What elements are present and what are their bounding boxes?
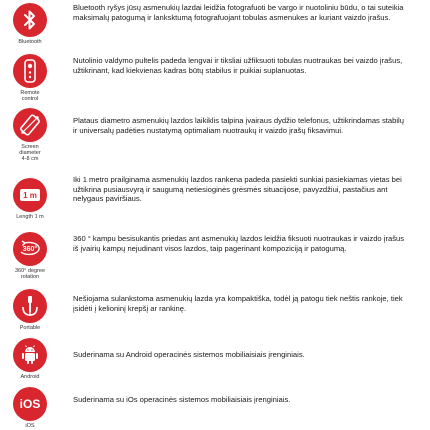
ios-icon: [13, 387, 47, 421]
feature-icon-column: [4, 108, 56, 162]
portable-icon: [13, 289, 47, 323]
feature-description: 360 ° kampu besisukantis priedas ant asmenukių lazdos leidžia fiksuoti nuotraukas ir vaizdo įrašus iš įvairių kampų nejudinant visos lazdos, taip pagerinant kompoziciją ir patogumą.: [73, 234, 405, 253]
feature-description: Suderinama su Android operacinės sistemos mobiliaisiais įrenginiais.: [73, 350, 305, 359]
feature-description: Bluetooth ryšys jūsų asmenukių lazdai leidžia fotografuoti be vargo ir nuotoliniu būdu, o tai suteikia maksimalų patogumą ir lanksktumą fotografuojant tobulas asmenukes ar kuriant vaizdo įrašus.: [73, 3, 404, 22]
feature-description: Nutolinio valdymo pultelis padeda lengvai ir tiksliai užfiksuoti tobulas nuotraukas bei vaizdo įrašus, užtikrinant, kad kiekvienas kadras būtų stabilus ir puikiai suplanuotas.: [73, 56, 403, 75]
feature-icon-column: [4, 178, 56, 220]
feature-description: Iki 1 metro prailginama asmenukių lazdos rankena padeda pasiekti sunkiai pasiekiamas vietas bei užtikrina pusiausvyrą ir saugumą netiesioginės grėsmės situacijose, pavyzdžiui, pastačius ant nelygaus paviršiaus.: [73, 175, 402, 204]
feature-icon-column: [4, 387, 56, 429]
feature-icon-column: [4, 3, 56, 45]
length-icon: [13, 178, 47, 212]
feature-icon-label: Length 1 m: [16, 214, 44, 220]
feature-icon-label: Remote control: [20, 90, 40, 102]
feature-icon-column: [4, 54, 56, 102]
feature-icon-label: Bluetooth: [18, 39, 42, 45]
feature-icon-column: [4, 289, 56, 331]
rotation-icon-text: 360°: [22, 245, 38, 253]
length-icon-text: 1 m: [23, 190, 37, 200]
feature-description: Plataus diametro asmenukių lazdos laikiklis talpina įvairaus dydžio telefonus, užtikrindamas stabilų ir universalų padėties nustatymą optimaliam nuotraukų ir vaizdo įrašų fiksavimui.: [73, 116, 404, 135]
ios-icon-text: iOS: [19, 397, 41, 411]
feature-icon-label: Android: [20, 374, 40, 380]
screen-diameter-icon: [13, 108, 47, 142]
feature-icon-column: [4, 338, 56, 380]
feature-description: Nešiojama sulankstoma asmenukių lazda yra kompaktiška, todėl ją patogu tiek neštis rankoje, tiek įsidėti į kelioninį krepšį ar rankinę.: [73, 294, 403, 313]
feature-icon-label: 360° degree rotation: [14, 268, 46, 280]
rotation-360-icon: [13, 232, 47, 266]
feature-icon-column: [4, 232, 56, 280]
remote-control-icon: [13, 54, 47, 88]
feature-icon-label: iOS: [25, 423, 35, 429]
feature-icon-label: Portable: [19, 325, 41, 331]
feature-description: Suderinama su iOs operacinės sistemos mobiliaisiais įrenginiais.: [73, 395, 291, 404]
bluetooth-icon: [13, 3, 47, 37]
android-icon: [13, 338, 47, 372]
feature-icon-label: Screen diameter 4-8 cm: [19, 144, 41, 162]
